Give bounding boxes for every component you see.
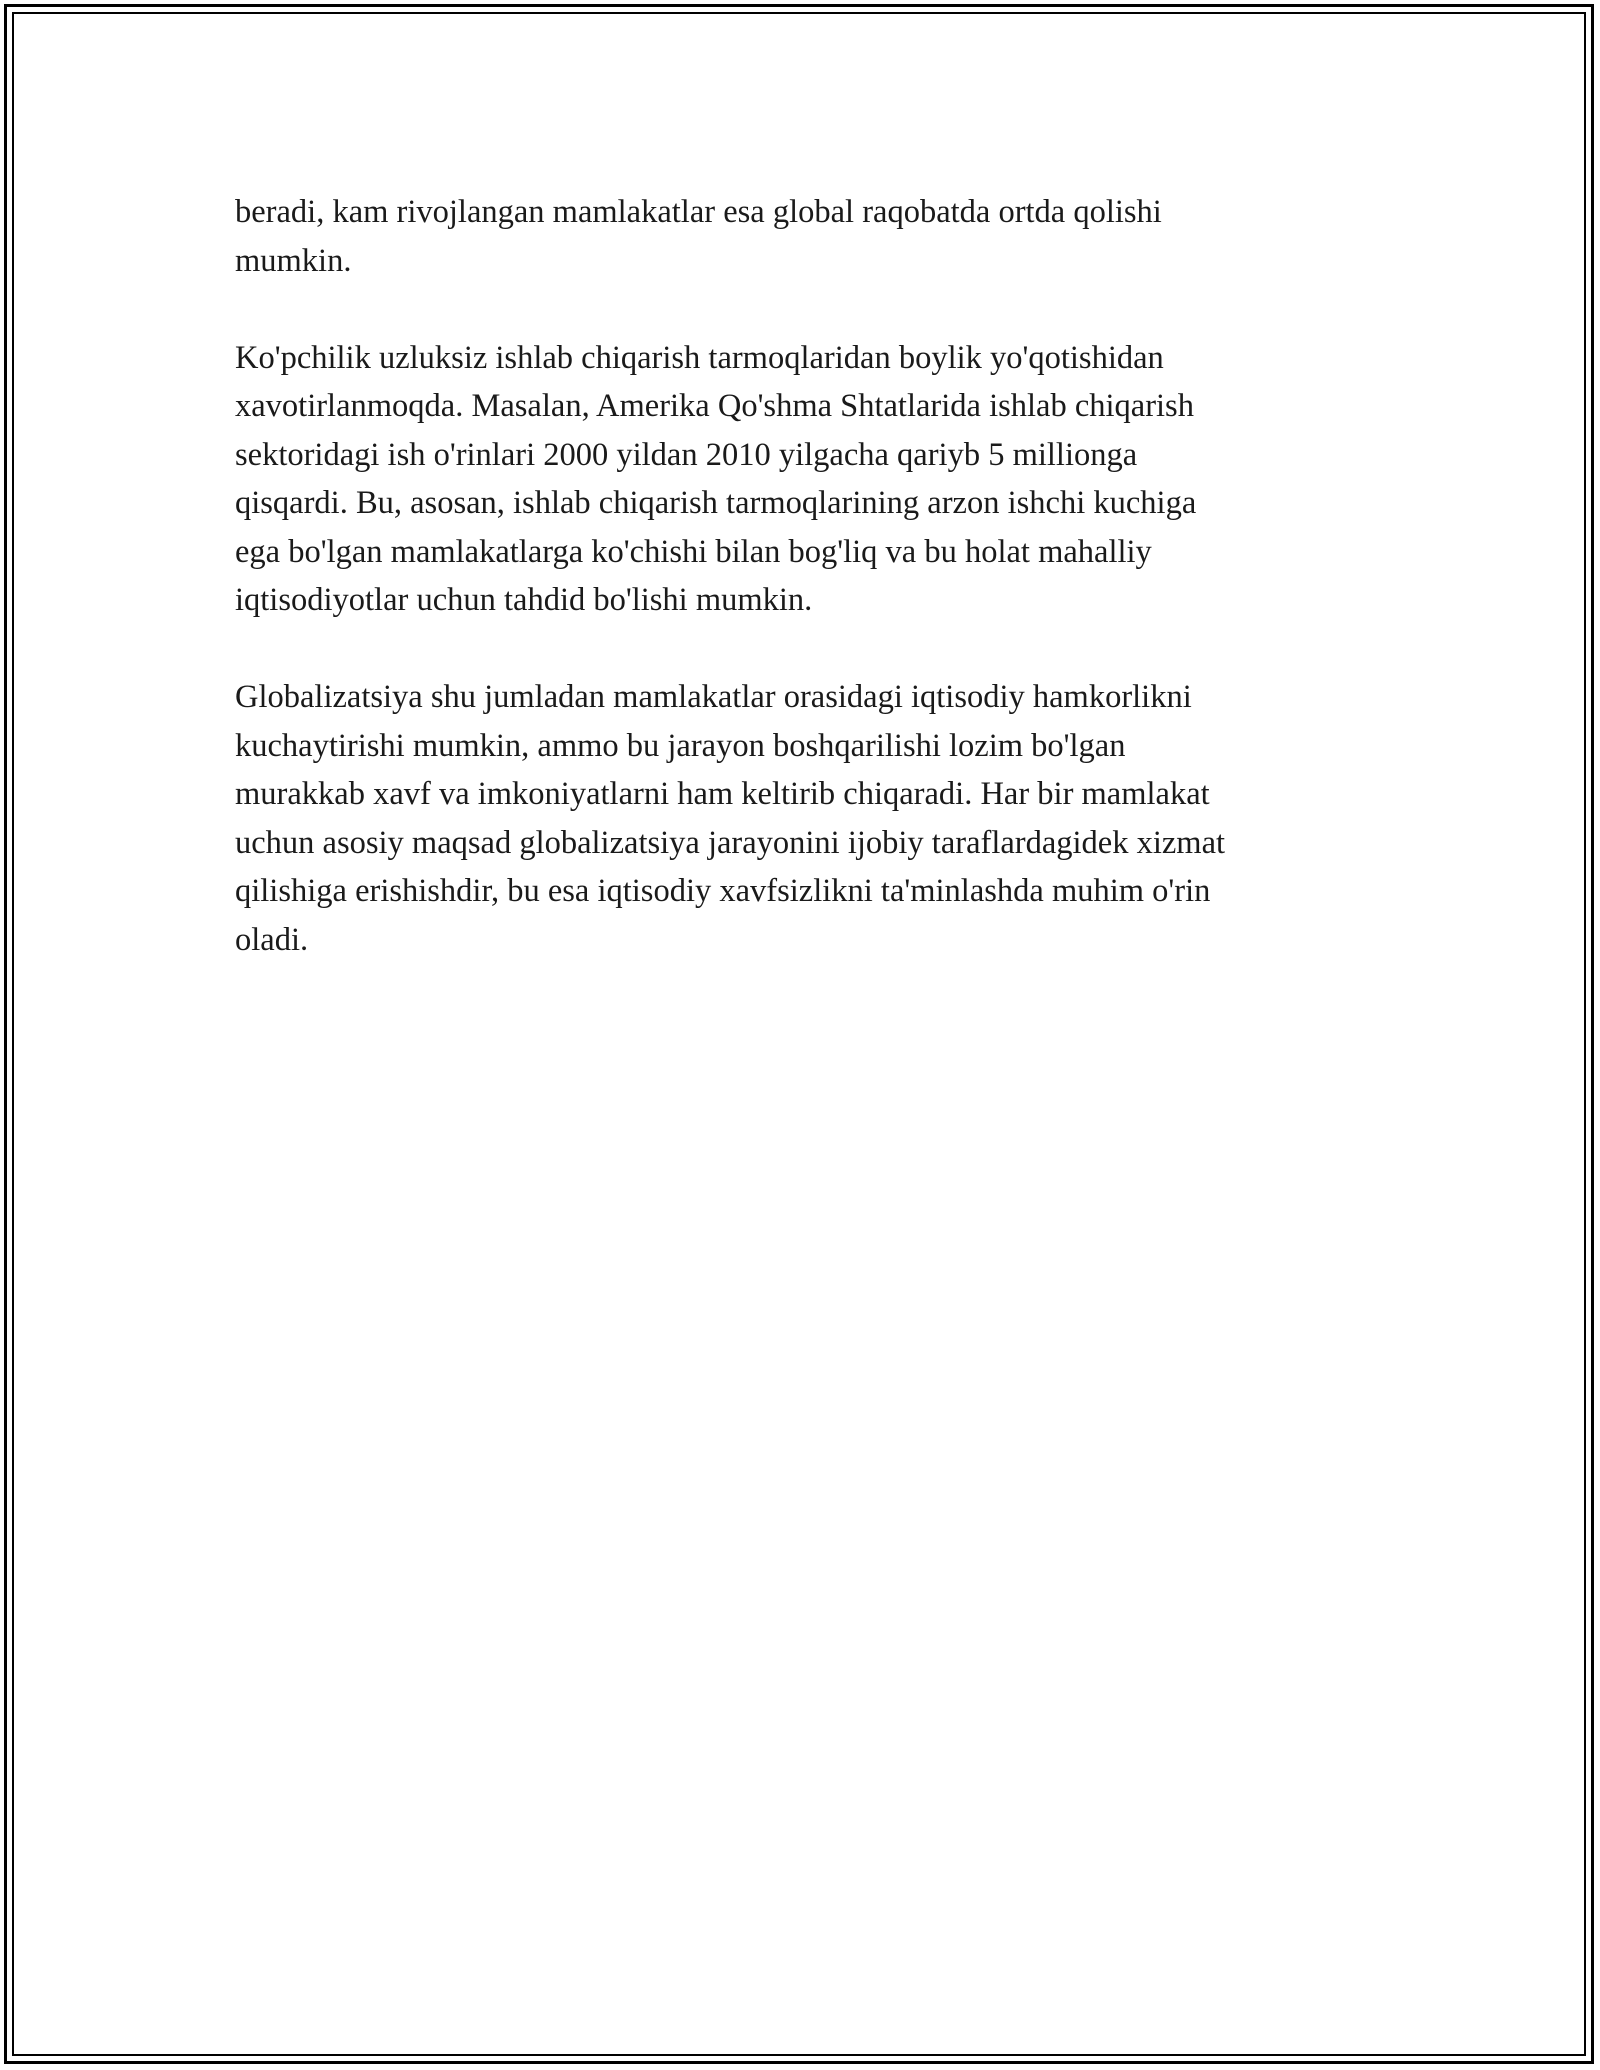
paragraph-2: Ko'pchilik uzluksiz ishlab chiqarish tarmoqlaridan boylik yo'qotishidan xavotirlanmoqda. Masalan, Amerika Qo'shma Shtatlarida ishlab chiqarish sektoridagi ish o'rinlari 2000 yildan 2010 yilgacha qariyb 5 millionga qisqardi. Bu, asosan, ishlab chiqarish tarmoqlarining arzon ishchi kuchiga ega bo'lgan mamlakatlarga ko'chishi bilan bog'liq va bu holat mahalliy iqtisodiyotlar uchun tahdid bo'lishi mumkin.	[235, 339, 1197, 618]
paragraph-1: beradi, kam rivojlangan mamlakatlar esa global raqobatda ortda qolishi mumkin.	[235, 194, 1162, 279]
paragraph-3: Globalizatsiya shu jumladan mamlakatlar orasidagi iqtisodiy hamkorlikni kuchaytirishi mumkin, ammo bu jarayon boshqarilishi lozim bo'lgan murakkab xavf va imkoniyatlarni ham keltirib chiqaradi. Har bir mamlakat uchun asosiy maqsad globalizatsiya jarayonini ijobiy taraflardagidek xizmat qilishiga erishishdir, bu esa iqtisodiy xavfsizlikni ta'minlashda muhim o'rin oladi.	[235, 679, 1226, 958]
document-body	[235, 188, 1365, 1013]
